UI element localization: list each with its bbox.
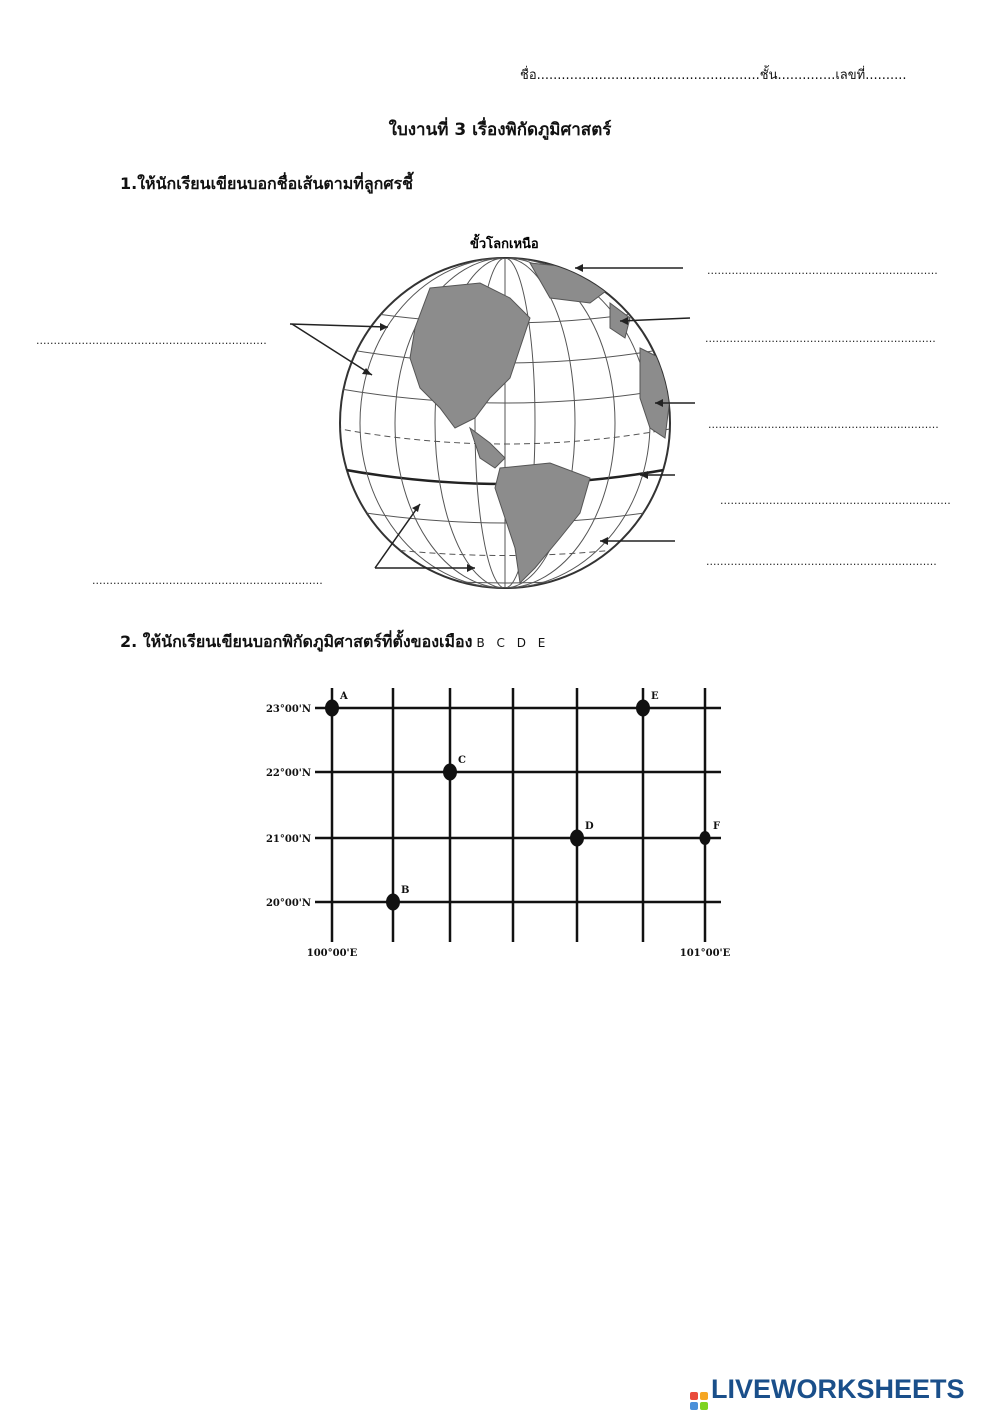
city-label-a: A	[340, 691, 348, 702]
brand-text: LIVEWORKSHEETS	[711, 1374, 965, 1404]
brand-grid-icon	[690, 1392, 708, 1410]
latitude-label: 21°00'N	[265, 834, 311, 845]
student-info-line[interactable]: ชื่อ......................................................ชั้น..............เลขที่..........	[520, 68, 907, 83]
question-2-letters: B C D E	[476, 636, 550, 650]
city-label-e: E	[651, 691, 659, 702]
question-2-text: 2. ให้นักเรียนเขียนบอกพิกัดภูมิศาสตร์ที่ตั้งของเมือง	[120, 632, 473, 651]
city-point-d	[570, 830, 584, 847]
city-label-d: D	[585, 821, 594, 832]
city-label-c: C	[458, 755, 466, 766]
city-point-f	[700, 831, 711, 845]
city-point-e	[636, 700, 650, 717]
answer-blank-5[interactable]: ..................................................................	[720, 494, 951, 507]
latitude-label: 20°00'N	[265, 898, 311, 909]
answer-blank-2[interactable]: ..................................................................	[705, 332, 936, 345]
city-point-b	[386, 894, 400, 911]
answer-blank-4[interactable]: ..................................................................	[708, 418, 939, 431]
answer-blank-1[interactable]: ..................................................................	[707, 264, 938, 277]
city-label-b: B	[401, 885, 410, 896]
coordinate-grid	[255, 680, 745, 970]
question-1: 1.ให้นักเรียนเขียนบอกชื่อเส้นตามที่ลูกศรชี้	[120, 174, 413, 193]
answer-blank-3[interactable]: ..................................................................	[36, 334, 267, 347]
answer-blank-6[interactable]: ..................................................................	[706, 555, 937, 568]
longitude-label: 101°00'E	[679, 948, 731, 959]
latitude-label: 22°00'N	[265, 768, 311, 779]
question-2	[120, 630, 549, 655]
city-point-a	[325, 700, 339, 717]
latitude-label: 23°00'N	[265, 704, 311, 715]
worksheet-title: ใบงานที่ 3 เรื่องพิกัดภูมิศาสตร์	[388, 120, 612, 140]
city-label-f: F	[713, 821, 721, 832]
globe-illustration	[280, 228, 700, 598]
longitude-label: 100°00'E	[306, 948, 358, 959]
liveworksheets-logo	[690, 1374, 965, 1410]
city-point-c	[443, 764, 457, 781]
answer-blank-7[interactable]: ..................................................................	[92, 574, 323, 587]
north-pole-label: ขั้วโลกเหนือ	[470, 237, 539, 252]
